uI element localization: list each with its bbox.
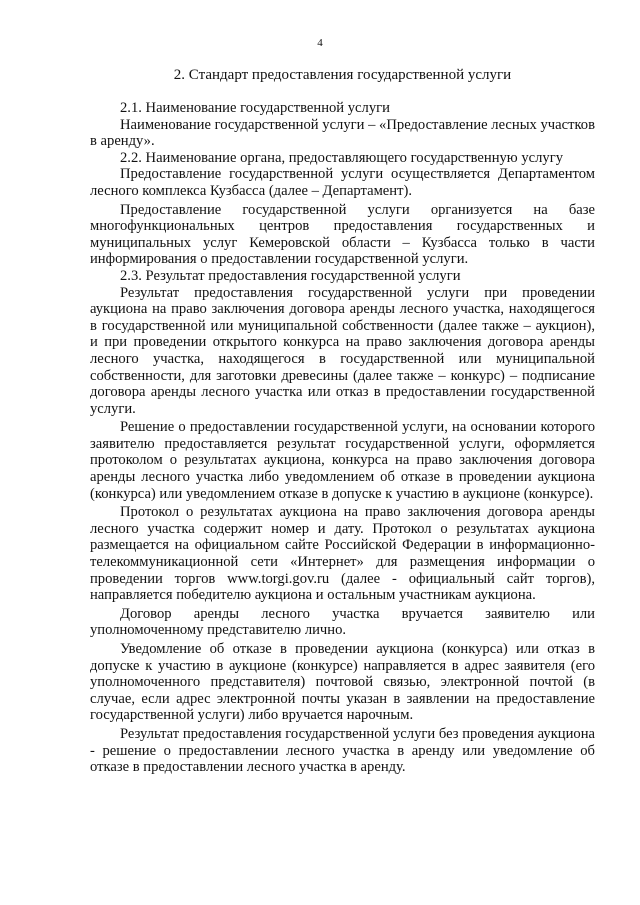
paragraph: Наименование государственной услуги – «Предоставление лесных участков в аренду». xyxy=(90,116,595,150)
subsection-heading-2-2: 2.2. Наименование органа, предоставляющего государственную услугу xyxy=(120,149,563,166)
paragraph: Уведомление об отказе в проведении аукциона (конкурса) или отказ в допуске к участию в аукционе (конкурсе) направляется в адрес заявителя (его уполномоченного представителя) почтовой связью, электронной почтой (в случае, если адрес электронной почты указан в заявлении на предоставление государственной услуги) либо вручается нарочным. xyxy=(90,641,595,724)
subsection-heading-2-1: 2.1. Наименование государственной услуги xyxy=(120,100,390,116)
paragraph: Предоставление государственной услуги осуществляется Департаментом лесного комплекса Кузбасса (далее – Департамент). xyxy=(90,166,595,199)
section-title: 2. Стандарт предоставления государственной услуги xyxy=(173,67,512,83)
document-body xyxy=(90,100,595,776)
paragraph: Результат предоставления государственной услуги без проведения аукциона - решение о предоставлении лесного участка в аренду или уведомление об отказе в предоставлении лесного участка в аренду. xyxy=(90,725,595,776)
subsection-heading-2-3: 2.3. Результат предоставления государственной услуги xyxy=(120,267,461,284)
paragraph: Предоставление государственной услуги организуется на базе многофункциональных центров предоставления государственных и муниципальных услуг Кемеровской области – Кузбасса только в части информирования о предоставлении государственной услуги. xyxy=(90,201,595,268)
paragraph: Протокол о результатах аукциона на право заключения договора аренды лесного участка содержит номер и дату. Протокол о результатах аукциона размещается на официальном сайте Российской Федерации в информационно-телекоммуникационной сети «Интернет» для размещения информации о проведении торгов www.torgi.gov.ru (далее - официальный сайт торгов), направляется победителю аукциона и остальным участникам аукциона. xyxy=(90,504,595,604)
paragraph: Договор аренды лесного участка вручается заявителю или уполномоченному представителю лично. xyxy=(90,605,595,639)
paragraph: Результат предоставления государственной услуги при проведении аукциона на право заключения договора аренды лесного участка, находящегося в государственной или муниципальной собственности (далее также – аукцион), и при проведении открытого конкурса на право заключения договора аренды лесного участка, находящегося в государственной или муниципальной собственности, для заготовки древесины (далее также – конкурс) – подписание договора аренды лесного участка или отказ в предоставлении государственной услуги. xyxy=(90,284,595,417)
page-number: 4 xyxy=(317,37,323,49)
paragraph: Решение о предоставлении государственной услуги, на основании которого заявителю предоставляется результат государственной услуги, оформляется протоколом о результатах аукциона, конкурса на право заключения договора аренды лесного участка либо уведомлением об отказе в проведении аукциона (конкурса) или уведомлением отказе в допуске к участию в аукционе (конкурсе). xyxy=(90,419,595,502)
